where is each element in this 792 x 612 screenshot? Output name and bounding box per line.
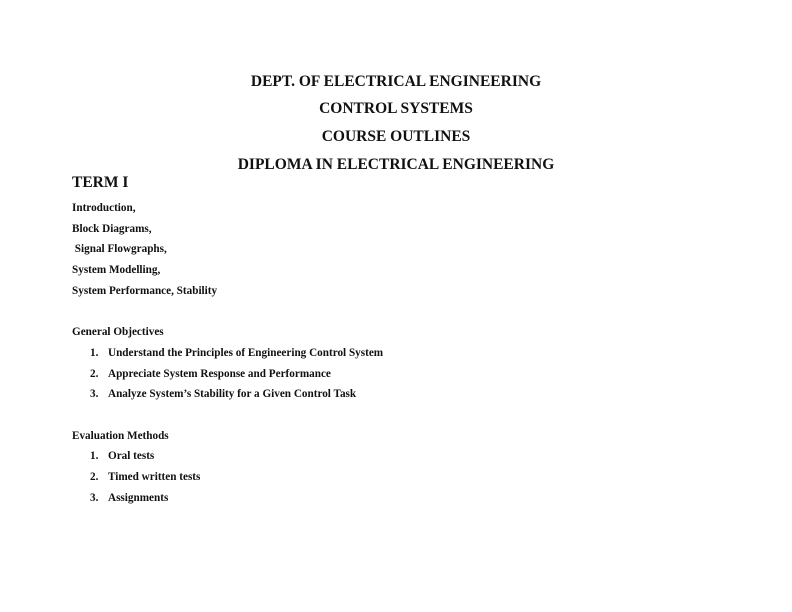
evaluation-item xyxy=(90,449,154,463)
objective-item xyxy=(90,387,356,401)
topic-item: Signal Flowgraphs, xyxy=(72,243,167,255)
document-type-title: COURSE OUTLINES xyxy=(321,128,471,145)
list-number: 1. xyxy=(90,450,99,462)
list-text: Oral tests xyxy=(108,450,155,462)
evaluation-item xyxy=(90,470,200,484)
list-number: 2. xyxy=(90,471,99,483)
course-title: CONTROL SYSTEMS xyxy=(319,100,473,117)
list-text: Understand the Principles of Engineering Control System xyxy=(108,347,384,359)
topic-item: Block Diagrams, xyxy=(72,223,152,235)
department-title: DEPT. OF ELECTRICAL ENGINEERING xyxy=(250,73,542,90)
objectives-heading: General Objectives xyxy=(72,326,164,338)
topic-item: System Modelling, xyxy=(72,264,161,276)
list-number: 2. xyxy=(90,368,99,380)
list-text: Analyze System’s Stability for a Given Control Task xyxy=(108,388,357,400)
topic-item: Introduction, xyxy=(72,202,136,214)
list-text: Timed written tests xyxy=(108,471,201,483)
list-text: Assignments xyxy=(108,492,169,504)
evaluation-heading: Evaluation Methods xyxy=(72,430,169,442)
objective-item xyxy=(90,367,331,381)
evaluation-item xyxy=(90,491,168,505)
objective-item xyxy=(90,346,383,360)
list-number: 3. xyxy=(90,388,99,400)
list-number: 1. xyxy=(90,347,99,359)
program-title: DIPLOMA IN ELECTRICAL ENGINEERING xyxy=(237,156,555,173)
list-number: 3. xyxy=(90,492,99,504)
term-heading: TERM I xyxy=(72,174,129,191)
topic-item: System Performance, Stability xyxy=(72,285,218,297)
list-text: Appreciate System Response and Performance xyxy=(108,368,331,380)
